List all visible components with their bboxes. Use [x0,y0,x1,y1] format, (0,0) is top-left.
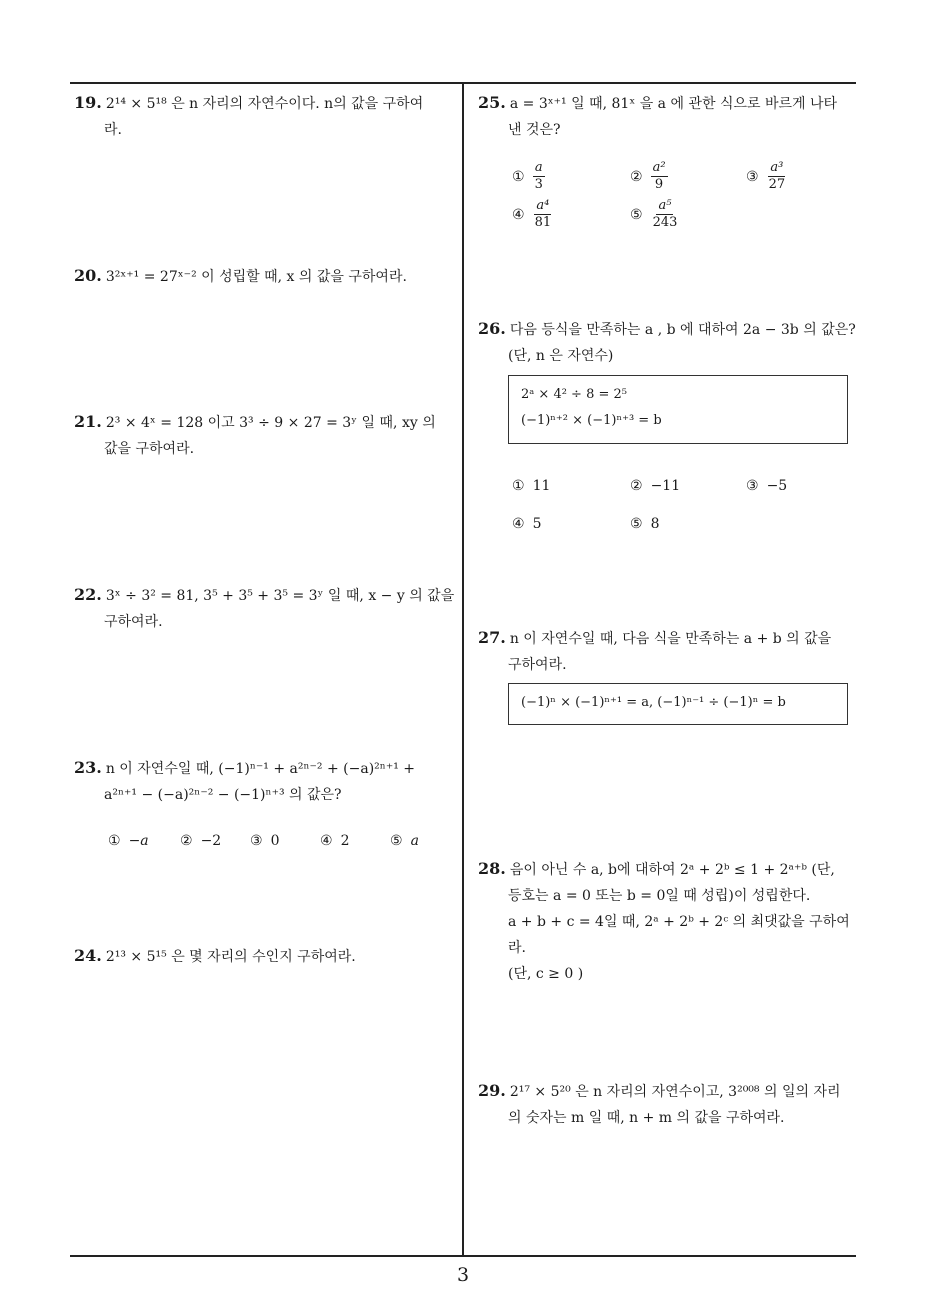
question-text: n 이 자연수일 때, (−1)ⁿ⁻¹ + a²ⁿ⁻² + (−a)²ⁿ⁺¹ + [105,761,416,777]
choice-2[interactable]: ② −2 [180,833,222,849]
question-20 [74,263,458,290]
fraction: $\frac{\text{a³}}{27}$ [768,160,786,192]
question-text-cont: a + b + c = 4일 때, 2ᵃ + 2ᵇ + 2ᶜ 의 최댓값을 구하여라. [508,914,850,956]
question-text: 2¹⁴ × 5¹⁸ 은 n 자리의 자연수이다. n의 값을 구하여 [105,96,424,112]
choice-5[interactable]: ⑤ 8 [630,516,660,532]
question-text-cont: 라. [104,122,122,138]
question-number: 25. [478,93,506,112]
question-text: 2¹⁷ × 5²⁰ 은 n 자리의 자연수이고, 3²⁰⁰⁸ 의 일의 자리 [509,1084,841,1100]
choice-5[interactable]: ⑤ a [390,833,419,849]
question-text: 3ˣ ÷ 3² = 81, 3⁵ + 3⁵ + 3⁵ = 3ʸ 일 때, x − y 의 값을 [105,588,455,604]
question-number: 20. [74,266,102,285]
bottom-rule [70,1255,856,1257]
condition-box-q27 [508,683,848,725]
choice-5[interactable]: ⑤ $\frac{\text{a⁵}}{243}$ [630,198,678,230]
question-number: 23. [74,758,102,777]
question-number: 27. [478,628,506,647]
page-number: 3 [456,1264,470,1286]
question-text: 음이 아닌 수 a, b에 대하여 2ᵃ + 2ᵇ ≤ 1 + 2ᵃ⁺ᵇ (단, [509,862,835,878]
question-text-cont: 등호는 a = 0 또는 b = 0일 때 성립)이 성립한다. [508,888,811,904]
choice-2[interactable]: ② −11 [630,478,681,494]
question-text-cont: (단, n 은 자연수) [508,348,614,364]
question-text-cont: 값을 구하여라. [104,441,195,457]
column-divider [462,82,464,1256]
question-text: 2¹³ × 5¹⁵ 은 몇 자리의 수인지 구하여라. [105,949,356,965]
question-text-cont: 구하여라. [508,657,567,673]
question-text: n 이 자연수일 때, 다음 식을 만족하는 a + b 의 값을 [509,631,832,647]
choice-1[interactable]: ① 11 [512,478,551,494]
question-26 [478,316,862,369]
question-number: 21. [74,412,102,431]
box-line: (−1)ⁿ⁺² × (−1)ⁿ⁺³ = b [521,413,662,428]
question-text-cont: a²ⁿ⁺¹ − (−a)²ⁿ⁻² − (−1)ⁿ⁺³ 의 값은? [104,787,342,803]
question-number: 22. [74,585,102,604]
choice-1[interactable]: ① −a [108,833,149,849]
condition-box-q26 [508,375,848,444]
fraction: $\frac{\text{a⁴}}{81}$ [534,198,552,230]
question-number: 24. [74,946,102,965]
question-23 [74,755,458,808]
choice-3[interactable]: ③ $\frac{\text{a³}}{27}$ [746,160,786,192]
choice-4[interactable]: ④ 5 [512,516,542,532]
question-27 [478,625,862,678]
question-28 [478,856,862,987]
question-number: 26. [478,319,506,338]
question-text: 3²ˣ⁺¹ = 27ˣ⁻² 이 성립할 때, x 의 값을 구하여라. [105,269,407,285]
choice-3[interactable]: ③ −5 [746,478,788,494]
question-29 [478,1078,862,1131]
box-line: 2ᵃ × 4² ÷ 8 = 2⁵ [521,387,627,402]
question-number: 29. [478,1081,506,1100]
box-line: (−1)ⁿ × (−1)ⁿ⁺¹ = a, (−1)ⁿ⁻¹ ÷ (−1)ⁿ = b [521,695,786,710]
question-text-cont: 구하여라. [104,614,163,630]
question-19 [74,90,458,143]
question-24 [74,943,458,970]
question-number: 19. [74,93,102,112]
choice-4[interactable]: ④ $\frac{\text{a⁴}}{81}$ [512,198,552,230]
fraction: $\frac{\text{a²}}{9}$ [652,160,666,192]
choice-2[interactable]: ② $\frac{\text{a²}}{9}$ [630,160,666,192]
question-text-cont: 낸 것은? [508,122,561,138]
question-text: 2³ × 4ˣ = 128 이고 3³ ÷ 9 × 27 = 3ʸ 일 때, xy 의 [105,415,436,431]
question-22 [74,582,458,635]
question-number: 28. [478,859,506,878]
fraction: $\frac{\text{a⁵}}{243}$ [652,198,678,230]
choice-1[interactable]: ① $\frac{a}{3}$ [512,160,543,192]
question-text-cont: 의 숫자는 m 일 때, n + m 의 값을 구하여라. [508,1110,785,1126]
question-text: a = 3ˣ⁺¹ 일 때, 81ˣ 을 a 에 관한 식으로 바르게 나타 [509,96,838,112]
question-25 [478,90,862,143]
question-text: 다음 등식을 만족하는 a , b 에 대하여 2a − 3b 의 값은? [509,322,856,338]
choice-4[interactable]: ④ 2 [320,833,350,849]
fraction: $\frac{a}{3}$ [534,160,543,192]
choice-3[interactable]: ③ 0 [250,833,280,849]
question-text-cont: (단, c ≥ 0 ) [508,966,584,982]
question-21 [74,409,458,462]
